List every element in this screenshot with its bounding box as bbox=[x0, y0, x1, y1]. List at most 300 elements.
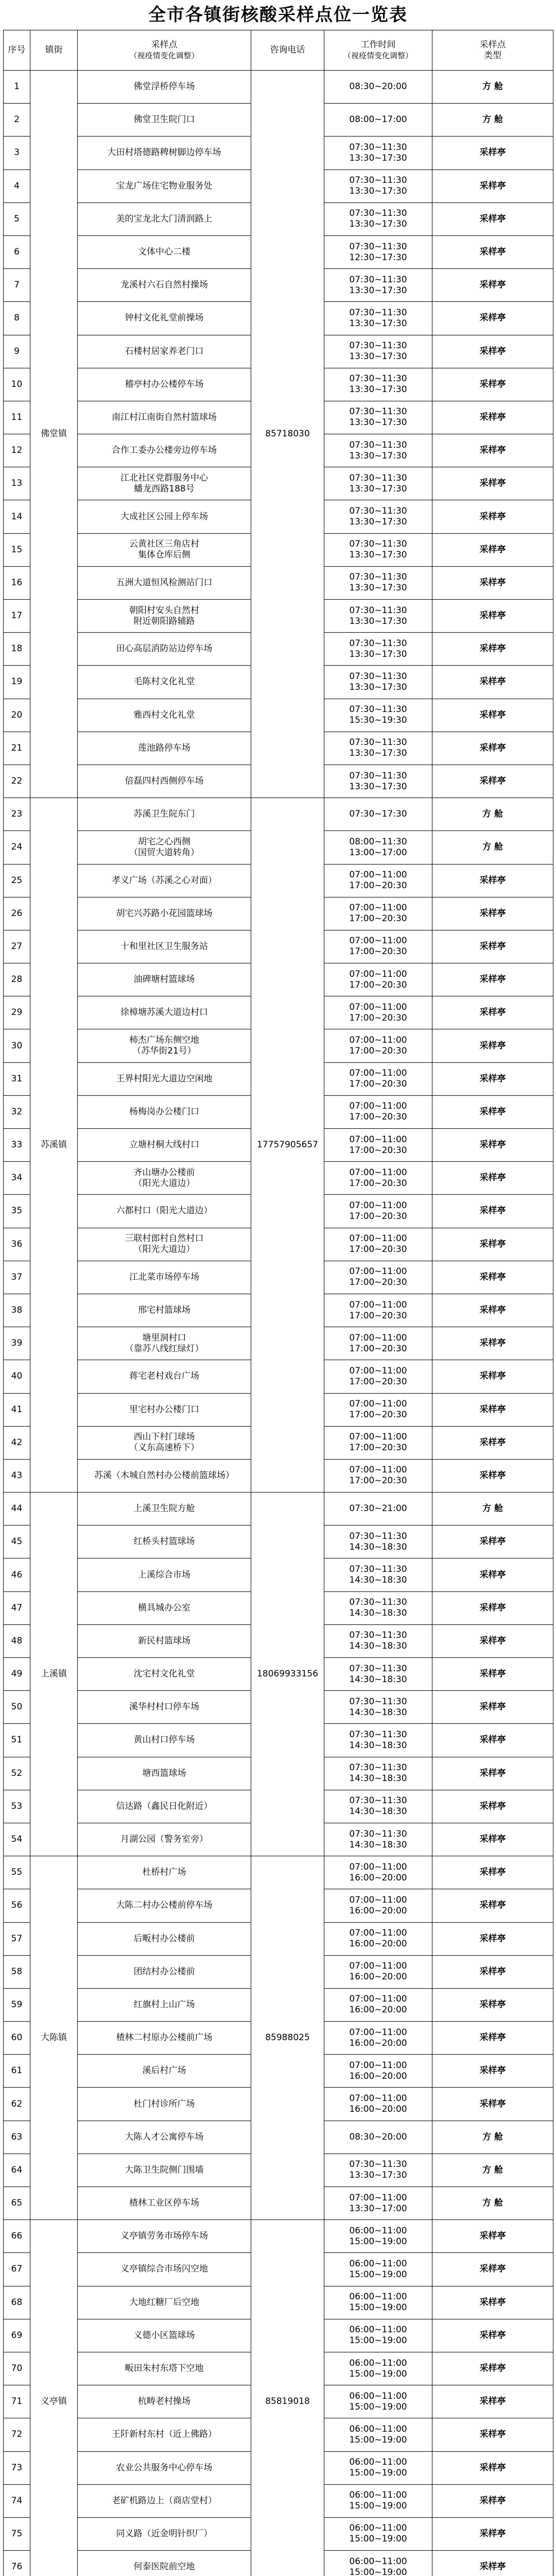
time-cell bbox=[324, 1691, 432, 1724]
type-cell: 采样亭 bbox=[432, 1955, 553, 1988]
time-slot: 06:00~11:00 bbox=[349, 2358, 407, 2368]
site-line: 莲池路停车场 bbox=[138, 742, 190, 753]
site-line: 蒋宅老村戏台广场 bbox=[129, 1371, 199, 1382]
time-slot: 07:30~11:30 bbox=[349, 1630, 407, 1641]
site-line: 徐樟塘苏溪大道边村口 bbox=[120, 1007, 208, 1018]
time-cell bbox=[324, 269, 432, 302]
site-line: 三联村郎村自然村口 bbox=[125, 1233, 204, 1244]
time-slot: 14:30~18:30 bbox=[349, 1674, 407, 1685]
site-cell bbox=[78, 533, 251, 566]
town-cell: 大陈镇 bbox=[30, 1856, 78, 2220]
type-cell: 采样亭 bbox=[432, 930, 553, 963]
site-line: 田心高层消防站边停车场 bbox=[116, 643, 213, 654]
type-cell: 采样亭 bbox=[432, 1393, 553, 1426]
row-number: 22 bbox=[4, 765, 30, 798]
site-cell bbox=[78, 202, 251, 235]
row-number: 64 bbox=[4, 2154, 30, 2187]
time-slot: 13:30~17:30 bbox=[349, 781, 407, 792]
time-slot: 07:00~11:00 bbox=[349, 870, 407, 880]
site-cell bbox=[78, 2088, 251, 2121]
row-number: 50 bbox=[4, 1691, 30, 1724]
time-slot: 13:00~17:00 bbox=[349, 847, 407, 858]
time-slot: 17:00~20:30 bbox=[349, 979, 407, 990]
phone-cell: 85718030 bbox=[251, 71, 324, 798]
site-line: 溪后村广场 bbox=[142, 2065, 186, 2076]
time-slot: 13:30~17:30 bbox=[349, 682, 407, 692]
row-number: 41 bbox=[4, 1393, 30, 1426]
site-line: 大田村塔德路稗树脚边停车场 bbox=[107, 147, 221, 158]
time-slot: 14:30~18:30 bbox=[349, 1707, 407, 1718]
type-cell: 采样亭 bbox=[432, 1426, 553, 1459]
time-cell bbox=[324, 633, 432, 666]
time-slot: 17:00~20:30 bbox=[349, 1277, 407, 1288]
time-slot: 07:00~11:00 bbox=[349, 1861, 407, 1872]
time-slot: 07:00~11:00 bbox=[349, 1002, 407, 1012]
header-site bbox=[78, 30, 251, 71]
time-slot: 07:00~11:00 bbox=[349, 1894, 407, 1905]
time-slot: 07:00~11:00 bbox=[349, 1465, 407, 1476]
type-cell: 采样亭 bbox=[432, 1889, 553, 1922]
site-cell bbox=[78, 71, 251, 104]
time-cell bbox=[324, 996, 432, 1029]
time-slot: 07:00~11:00 bbox=[349, 1101, 407, 1112]
time-cell bbox=[324, 2286, 432, 2319]
row-number: 30 bbox=[4, 1029, 30, 1062]
time-slot: 07:30~11:30 bbox=[349, 572, 407, 583]
time-cell bbox=[324, 71, 432, 104]
site-line: 蟠龙西路188号 bbox=[134, 483, 195, 494]
site-line: 新民村篮球场 bbox=[138, 1635, 190, 1646]
header-time-label: 工作时间 bbox=[360, 39, 396, 50]
type-cell: 采样亭 bbox=[432, 2451, 553, 2484]
time-slot: 07:30~11:30 bbox=[349, 1564, 407, 1575]
time-cell bbox=[324, 2154, 432, 2187]
time-slot: 07:00~11:00 bbox=[349, 2027, 407, 2038]
time-slot: 13:30~17:30 bbox=[349, 483, 407, 494]
type-cell: 采样亭 bbox=[432, 1757, 553, 1790]
type-cell: 采样亭 bbox=[432, 1294, 553, 1327]
site-line: 大陈人才公寓停车场 bbox=[125, 2131, 204, 2142]
time-cell bbox=[324, 566, 432, 599]
type-cell: 采样亭 bbox=[432, 1526, 553, 1558]
time-slot: 07:00~11:00 bbox=[349, 1068, 407, 1079]
site-cell bbox=[78, 1889, 251, 1922]
phone-cell: 85988025 bbox=[251, 1856, 324, 2220]
town-cell: 佛堂镇 bbox=[30, 71, 78, 798]
row-number: 10 bbox=[4, 368, 30, 401]
time-slot: 14:30~18:30 bbox=[349, 1641, 407, 1652]
site-line: 佛堂浮桥停车场 bbox=[133, 81, 195, 92]
site-cell bbox=[78, 2253, 251, 2286]
site-line: 南江村江南街自然村篮球场 bbox=[112, 412, 217, 422]
time-cell bbox=[324, 2187, 432, 2220]
time-slot: 13:30~17:30 bbox=[349, 285, 407, 296]
time-slot: 13:30~17:30 bbox=[349, 616, 407, 626]
time-slot: 07:00~11:00 bbox=[349, 2093, 407, 2104]
time-cell bbox=[324, 1327, 432, 1360]
time-slot: 15:00~19:00 bbox=[349, 2368, 407, 2379]
site-cell bbox=[78, 897, 251, 930]
site-line: 立塘村桐大线村口 bbox=[129, 1140, 199, 1150]
site-cell bbox=[78, 170, 251, 202]
site-line: 朝阳村安头自然村 bbox=[129, 605, 199, 616]
time-slot: 06:00~11:00 bbox=[349, 2391, 407, 2401]
sampling-sites-table bbox=[3, 30, 553, 2576]
site-cell bbox=[78, 1988, 251, 2021]
time-slot: 17:00~20:30 bbox=[349, 1410, 407, 1420]
site-line: 里宅村办公楼门口 bbox=[129, 1404, 199, 1415]
time-slot: 14:30~18:30 bbox=[349, 1773, 407, 1784]
time-slot: 17:00~20:30 bbox=[349, 1211, 407, 1222]
type-cell: 采样亭 bbox=[432, 1195, 553, 1228]
header-time-note: （视疫情变化调整） bbox=[343, 50, 413, 60]
type-cell: 采样亭 bbox=[432, 2551, 553, 2576]
row-number: 67 bbox=[4, 2253, 30, 2286]
site-line: 宝龙广场住宅物业服务处 bbox=[116, 180, 213, 191]
site-cell bbox=[78, 798, 251, 831]
row-number: 34 bbox=[4, 1162, 30, 1195]
row-number: 74 bbox=[4, 2484, 30, 2517]
site-line: 杜桥村广场 bbox=[142, 1867, 186, 1878]
site-cell bbox=[78, 1823, 251, 1856]
time-slot: 14:30~18:30 bbox=[349, 1541, 407, 1552]
time-cell bbox=[324, 897, 432, 930]
page-title: 全市各镇街核酸采样点位一览表 bbox=[148, 5, 408, 25]
time-slot: 07:00~11:00 bbox=[349, 1134, 407, 1145]
time-slot: 07:30~21:00 bbox=[349, 1503, 407, 1514]
time-slot: 08:00~17:00 bbox=[349, 114, 407, 125]
time-slot: 15:00~19:00 bbox=[349, 2269, 407, 2280]
site-cell bbox=[78, 1294, 251, 1327]
time-slot: 17:00~20:30 bbox=[349, 1343, 407, 1354]
site-cell bbox=[78, 1162, 251, 1195]
site-cell bbox=[78, 335, 251, 368]
row-number: 60 bbox=[4, 2022, 30, 2055]
time-slot: 07:00~11:00 bbox=[349, 1928, 407, 1939]
time-slot: 07:30~17:30 bbox=[349, 809, 407, 820]
site-cell bbox=[78, 467, 251, 500]
time-slot: 13:30~17:30 bbox=[349, 450, 407, 461]
type-cell: 采样亭 bbox=[432, 699, 553, 732]
site-cell bbox=[78, 1095, 251, 1128]
time-cell bbox=[324, 2517, 432, 2550]
time-slot: 16:00~20:00 bbox=[349, 2104, 407, 2115]
type-cell: 方 舱 bbox=[432, 104, 553, 137]
time-cell bbox=[324, 2121, 432, 2154]
time-slot: 13:30~17:30 bbox=[349, 583, 407, 594]
time-slot: 06:00~11:00 bbox=[349, 2292, 407, 2302]
row-number: 56 bbox=[4, 1889, 30, 1922]
site-line: 稽亭村办公楼停车场 bbox=[125, 379, 204, 389]
site-cell bbox=[78, 930, 251, 963]
site-line: 红旗村上山广场 bbox=[133, 1999, 195, 2010]
site-cell bbox=[78, 1658, 251, 1691]
row-number: 76 bbox=[4, 2551, 30, 2576]
row-number: 1 bbox=[4, 71, 30, 104]
row-number: 46 bbox=[4, 1558, 30, 1591]
time-slot: 06:00~11:00 bbox=[349, 2457, 407, 2468]
type-cell: 采样亭 bbox=[432, 1591, 553, 1624]
time-cell bbox=[324, 1062, 432, 1095]
table-row bbox=[4, 1493, 553, 1526]
row-number: 48 bbox=[4, 1624, 30, 1657]
time-slot: 13:30~17:30 bbox=[349, 649, 407, 659]
site-line: 大陈二村办公楼前停车场 bbox=[116, 1900, 213, 1911]
header-site-note: （视疫情变化调整） bbox=[129, 50, 199, 60]
site-line: 胡宅之心西侧 bbox=[138, 836, 190, 847]
time-slot: 14:30~18:30 bbox=[349, 1839, 407, 1850]
time-cell bbox=[324, 1129, 432, 1162]
time-cell bbox=[324, 235, 432, 268]
type-cell: 采样亭 bbox=[432, 2088, 553, 2121]
time-slot: 07:30~11:30 bbox=[349, 638, 407, 649]
site-line: 团结村办公楼前 bbox=[133, 1966, 195, 1977]
type-cell: 采样亭 bbox=[432, 1261, 553, 1294]
site-cell bbox=[78, 1327, 251, 1360]
time-slot: 17:00~20:30 bbox=[349, 880, 407, 891]
time-slot: 07:30~11:30 bbox=[349, 539, 407, 550]
type-cell: 采样亭 bbox=[432, 1558, 553, 1591]
type-cell: 采样亭 bbox=[432, 633, 553, 666]
row-number: 9 bbox=[4, 335, 30, 368]
time-cell bbox=[324, 2088, 432, 2121]
type-cell: 采样亭 bbox=[432, 1922, 553, 1955]
type-cell: 方 舱 bbox=[432, 2121, 553, 2154]
time-slot: 13:30~17:30 bbox=[349, 517, 407, 528]
row-number: 2 bbox=[4, 104, 30, 137]
type-cell: 采样亭 bbox=[432, 401, 553, 434]
time-cell bbox=[324, 1558, 432, 1591]
type-cell: 采样亭 bbox=[432, 2220, 553, 2253]
row-number: 4 bbox=[4, 170, 30, 202]
time-cell bbox=[324, 2385, 432, 2418]
site-line: 杭畴老村操场 bbox=[138, 2396, 190, 2407]
time-slot: 07:30~11:30 bbox=[349, 1762, 407, 1773]
type-cell: 采样亭 bbox=[432, 235, 553, 268]
time-cell bbox=[324, 2055, 432, 2088]
time-cell bbox=[324, 202, 432, 235]
time-slot: 07:30~11:30 bbox=[349, 241, 407, 252]
time-slot: 07:00~11:00 bbox=[349, 936, 407, 946]
type-cell: 采样亭 bbox=[432, 2022, 553, 2055]
time-slot: 13:30~17:30 bbox=[349, 748, 407, 759]
type-cell: 采样亭 bbox=[432, 566, 553, 599]
time-slot: 15:00~19:00 bbox=[349, 2236, 407, 2247]
site-line: 老矿机路边上（商店堂村） bbox=[112, 2495, 217, 2506]
site-line: 钟村文化礼堂前操场 bbox=[125, 313, 204, 324]
row-number: 31 bbox=[4, 1062, 30, 1095]
time-slot: 15:00~19:00 bbox=[349, 2567, 407, 2576]
site-cell bbox=[78, 2220, 251, 2253]
time-slot: 13:30~17:30 bbox=[349, 2170, 407, 2181]
type-cell: 采样亭 bbox=[432, 202, 553, 235]
site-line: 西山下村门球场 bbox=[133, 1432, 195, 1443]
row-number: 19 bbox=[4, 666, 30, 699]
time-slot: 15:00~19:00 bbox=[349, 2434, 407, 2445]
row-number: 70 bbox=[4, 2352, 30, 2385]
site-cell bbox=[78, 1062, 251, 1095]
row-number: 75 bbox=[4, 2517, 30, 2550]
site-cell bbox=[78, 2319, 251, 2352]
type-cell: 方 舱 bbox=[432, 2154, 553, 2187]
time-cell bbox=[324, 1526, 432, 1558]
row-number: 16 bbox=[4, 566, 30, 599]
time-slot: 07:30~11:30 bbox=[349, 2159, 407, 2170]
row-number: 59 bbox=[4, 1988, 30, 2021]
type-cell: 采样亭 bbox=[432, 1228, 553, 1261]
time-slot: 07:30~11:30 bbox=[349, 737, 407, 748]
row-number: 21 bbox=[4, 732, 30, 765]
time-slot: 13:30~17:30 bbox=[349, 186, 407, 197]
site-cell bbox=[78, 2352, 251, 2385]
site-cell bbox=[78, 500, 251, 533]
row-number: 18 bbox=[4, 633, 30, 666]
row-number: 35 bbox=[4, 1195, 30, 1228]
site-cell bbox=[78, 2517, 251, 2550]
phone-cell: 17757905657 bbox=[251, 798, 324, 1493]
time-slot: 17:00~20:30 bbox=[349, 1443, 407, 1453]
row-number: 39 bbox=[4, 1327, 30, 1360]
site-line: 美的宝龙北大门清润路上 bbox=[116, 213, 213, 224]
row-number: 43 bbox=[4, 1459, 30, 1492]
type-cell: 采样亭 bbox=[432, 864, 553, 897]
type-cell: 采样亭 bbox=[432, 1162, 553, 1195]
time-slot: 07:30~11:30 bbox=[349, 208, 407, 219]
row-number: 45 bbox=[4, 1526, 30, 1558]
row-number: 62 bbox=[4, 2088, 30, 2121]
row-number: 11 bbox=[4, 401, 30, 434]
time-cell bbox=[324, 2551, 432, 2576]
time-cell bbox=[324, 2220, 432, 2253]
row-number: 25 bbox=[4, 864, 30, 897]
time-cell bbox=[324, 434, 432, 467]
time-slot: 07:30~11:30 bbox=[349, 1696, 407, 1707]
site-cell bbox=[78, 1724, 251, 1757]
time-cell bbox=[324, 500, 432, 533]
time-slot: 07:30~11:30 bbox=[349, 439, 407, 450]
type-cell: 采样亭 bbox=[432, 1062, 553, 1095]
type-cell: 方 舱 bbox=[432, 831, 553, 864]
time-cell bbox=[324, 1261, 432, 1294]
time-slot: 07:30~11:30 bbox=[349, 671, 407, 682]
phone-cell: 85819018 bbox=[251, 2220, 324, 2576]
row-number: 20 bbox=[4, 699, 30, 732]
site-cell bbox=[78, 368, 251, 401]
time-slot: 07:30~11:30 bbox=[349, 1729, 407, 1740]
row-number: 54 bbox=[4, 1823, 30, 1856]
time-slot: 16:00~20:00 bbox=[349, 2071, 407, 2081]
phone-cell: 18069933156 bbox=[251, 1493, 324, 1856]
time-cell bbox=[324, 2484, 432, 2517]
time-slot: 07:30~11:30 bbox=[349, 1531, 407, 1541]
site-line: 楂林工业区停车场 bbox=[129, 2198, 199, 2209]
site-line: 黄山村口停车场 bbox=[133, 1735, 195, 1745]
type-cell: 采样亭 bbox=[432, 996, 553, 1029]
table-row bbox=[4, 798, 553, 831]
site-line: 何泰医院前空地 bbox=[133, 2562, 195, 2572]
time-slot: 17:00~20:30 bbox=[349, 946, 407, 957]
time-slot: 07:30~11:30 bbox=[349, 1663, 407, 1674]
time-slot: 07:30~11:30 bbox=[349, 704, 407, 715]
header-time bbox=[324, 30, 432, 71]
town-cell: 义亭镇 bbox=[30, 2220, 78, 2576]
row-number: 24 bbox=[4, 831, 30, 864]
site-line: 集体仓库后侧 bbox=[138, 550, 190, 561]
time-slot: 07:00~11:00 bbox=[349, 1994, 407, 2005]
row-number: 68 bbox=[4, 2286, 30, 2319]
row-number: 63 bbox=[4, 2121, 30, 2154]
time-slot: 08:30~20:00 bbox=[349, 81, 407, 92]
site-cell bbox=[78, 2286, 251, 2319]
time-slot: 17:00~20:30 bbox=[349, 1244, 407, 1255]
type-cell: 采样亭 bbox=[432, 269, 553, 302]
site-cell bbox=[78, 996, 251, 1029]
site-line: 附近朝阳路辅路 bbox=[133, 616, 195, 626]
site-line: 沈宅村文化礼堂 bbox=[133, 1669, 195, 1680]
site-cell bbox=[78, 1393, 251, 1426]
row-number: 37 bbox=[4, 1261, 30, 1294]
type-cell: 采样亭 bbox=[432, 2385, 553, 2418]
row-number: 47 bbox=[4, 1591, 30, 1624]
site-cell bbox=[78, 1691, 251, 1724]
time-cell bbox=[324, 2319, 432, 2352]
site-line: 楂林二村原办公楼前广场 bbox=[116, 2032, 213, 2043]
row-number: 44 bbox=[4, 1493, 30, 1526]
row-number: 73 bbox=[4, 2451, 30, 2484]
site-cell bbox=[78, 2187, 251, 2220]
site-line: 柿杰广场东侧空地 bbox=[129, 1035, 199, 1046]
time-slot: 16:00~20:00 bbox=[349, 2038, 407, 2048]
time-cell bbox=[324, 2022, 432, 2055]
time-slot: 07:30~11:30 bbox=[349, 374, 407, 384]
time-slot: 07:00~11:00 bbox=[349, 903, 407, 913]
type-cell: 采样亭 bbox=[432, 170, 553, 202]
row-number: 55 bbox=[4, 1856, 30, 1889]
site-line: 义亭镇综合市场闪空地 bbox=[120, 2264, 208, 2275]
site-cell bbox=[78, 1526, 251, 1558]
time-cell bbox=[324, 137, 432, 170]
time-slot: 13:30~17:30 bbox=[349, 318, 407, 329]
site-cell bbox=[78, 1493, 251, 1526]
type-cell: 采样亭 bbox=[432, 600, 553, 633]
time-slot: 07:00~11:00 bbox=[349, 1200, 407, 1211]
time-cell bbox=[324, 335, 432, 368]
site-line: 江北社区党群服务中心 bbox=[120, 472, 208, 483]
type-cell: 采样亭 bbox=[432, 2484, 553, 2517]
site-line: 油碑塘村篮球场 bbox=[133, 974, 195, 985]
time-slot: 15:00~19:00 bbox=[349, 2302, 407, 2313]
table-row bbox=[4, 71, 553, 104]
type-cell: 采样亭 bbox=[432, 1327, 553, 1360]
time-slot: 15:00~19:00 bbox=[349, 2401, 407, 2412]
type-cell: 采样亭 bbox=[432, 533, 553, 566]
header-phone: 咨询电话 bbox=[251, 30, 324, 71]
header-site-label: 采样点 bbox=[151, 39, 178, 50]
site-line: （阳光大道边） bbox=[133, 1178, 195, 1189]
site-line: 邢宅村篮球场 bbox=[138, 1305, 190, 1316]
time-cell bbox=[324, 732, 432, 765]
site-cell bbox=[78, 137, 251, 170]
site-line: 义德小区篮球场 bbox=[133, 2330, 195, 2341]
time-cell bbox=[324, 1889, 432, 1922]
time-slot: 15:30~19:30 bbox=[349, 715, 407, 726]
time-slot: 16:00~20:00 bbox=[349, 1905, 407, 1916]
site-cell bbox=[78, 2484, 251, 2517]
time-cell bbox=[324, 1029, 432, 1062]
time-slot: 17:00~20:30 bbox=[349, 1112, 407, 1123]
time-slot: 16:00~20:00 bbox=[349, 1972, 407, 1982]
time-slot: 16:00~20:00 bbox=[349, 1939, 407, 1950]
